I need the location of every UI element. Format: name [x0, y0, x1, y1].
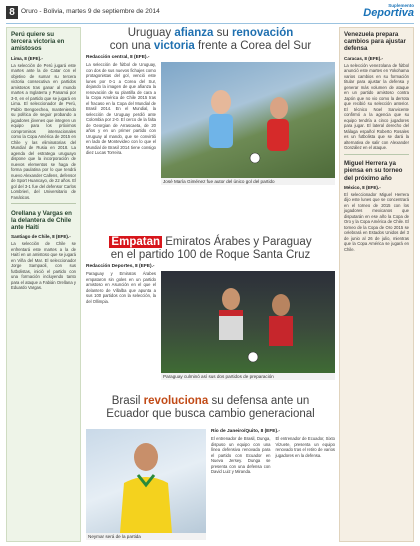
brasil-article [86, 395, 335, 542]
neymar-photo [86, 429, 206, 533]
venezuela-story-body: La selección venezolana de fútbol anunció este martes en Yokohama varios cambios en su formación titular para ajustar la defensa y generar más volumen de ataque en un partido amistoso contra Japón que no vio como la derrota que recibió su selección anterior. El técnico Noel Sanvicente confirmó a la agencia que su equipo tendría a cinco jugadores para jugar. El lateral derecho del Málaga español Roberto Rosales es un futbolista que se dará la alternativa de salir con Alexander González en el ataque. [344, 62, 409, 151]
brasil-col1: El entrenador de Brasil, Dunga, dispuso un equipo con una línea defensiva renovada para el partido con Ecuador en Nueva Jersey. Dunga se presenta con una defensa con David Luiz y Miranda. [211, 436, 271, 474]
uruguay-headline [86, 27, 335, 53]
brasil-photo-block [86, 429, 206, 540]
page-number: 8 [6, 6, 18, 19]
chile-story-body: La selección de Chile se enfrentará este martes a la de Haití en un amistoso que se jugará en Viña del Mar. El seleccionador Jorge Sampaoli, con sus futbolistas, inició el partido con una formación incluyendo tanto para el ataque a Fabián Orellana y Eduardo Vargas. [11, 241, 76, 291]
uruguay-photo-block [161, 62, 335, 204]
peru-story-title: Perú quiere su tercera victoria en amistosos [11, 31, 65, 53]
brand-name: Deportiva [363, 7, 414, 19]
page-header [0, 0, 420, 22]
brasil-byline: Río de Janeiro/Quito, 8 (EFE).- [211, 429, 281, 434]
uruguay-photo-caption: José María Giménez fue autor del único gol del partido [161, 178, 335, 185]
brasil-text-block [211, 427, 335, 475]
brasil-col2: El entrenador de Ecuador, Sixto Vizuete, presenta un equipo renovado tras el retiro de varios jugadores en la defensa. [275, 436, 335, 458]
headline-word: frente a Corea del Sur [198, 40, 312, 52]
brasil-columns [211, 436, 335, 475]
uruguay-byline: Redacción central, 8 (EFE).- [86, 55, 150, 60]
paraguay-photo-caption: Paraguay culminó así sus dos partidos de preparación [161, 373, 335, 380]
headline-word: Brasil [111, 395, 141, 407]
uruguay-article [86, 27, 335, 197]
headline-word: Uruguay [127, 27, 172, 39]
brand-logo [336, 3, 414, 21]
uruguay-photo [161, 62, 335, 178]
headline-emphasis: revoluciona [143, 395, 209, 407]
paraguay-photo-block [161, 271, 335, 389]
dateline: Oruro - Bolivia, martes 9 de septiembre de 2014 [21, 8, 160, 15]
headline-word: Ecuador que busca cambio generacional [106, 408, 315, 420]
paraguay-col1: Paraguay y Emiratos Árabes empataron sin goles en un partido amistoso en Asunción en el que el delantero de Villalba que apunta a sus 100 partidos con la selección, la del Ollimpia. [86, 271, 156, 304]
headline-word: su defensa ante un [211, 395, 310, 407]
headline-word: con una [109, 40, 151, 52]
headline-word: en el partido 100 de Roque Santa Cruz [110, 249, 311, 261]
paraguay-article [86, 236, 335, 392]
paraguay-photo [161, 271, 335, 373]
sidebar-divider [11, 203, 76, 204]
headline-emphasis: Empatan [111, 236, 160, 248]
mexico-story-title: Miguel Herrera ya piensa en su torneo del próximo año [344, 160, 403, 182]
headline-word: Emiratos Árabes y Paraguay [165, 236, 312, 248]
mexico-story-body: El seleccionador Miguel Herrera dijo este lunes que se concentrará en el torneo de 2015 con los jugadores mexicanos que disputarán en ese año la Copa de Oro y la Copa América de Chile. El torneo de la Copa de Oro 2015 se celebrará en Estados Unidos del 3 de junio al 26 de julio, mientras que la Copa América se jugará en Chile. [344, 191, 409, 252]
brasil-headline [86, 395, 335, 421]
brand-supertitle: Suplemento [388, 3, 414, 8]
headline-emphasis: victoria [153, 40, 195, 52]
peru-story-byline: Lima, 8 (EFE).- [11, 55, 43, 61]
headline-emphasis: renovación [231, 27, 294, 39]
chile-story-byline: Santiago de Chile, 8 (EFE).- [11, 234, 71, 240]
header-rule [6, 23, 414, 24]
venezuela-story-byline: Caracas, 8 (EFE).- [344, 55, 384, 61]
paraguay-byline: Redacción Deportes, 8 (EFE).- [86, 264, 155, 269]
right-sidebar [339, 27, 414, 542]
player-illustration [86, 429, 206, 533]
headline-word: su [216, 27, 229, 39]
players-illustration [161, 62, 335, 178]
left-sidebar [6, 27, 81, 542]
uruguay-col1: La selección de fútbol de Uruguay, con dos de sus nuevos fichajes como protagonistas del gol, venció este lunes por 0-1 a Corea del Sur, dejando la imagen de que afianza la renovación de su plantilla de cara a la Copa América de Chile 2015 tras el fracaso en la Copa del Mundial de Brasil 2014. En el Mundial, la selección de Uruguay perdió ante Colombia por 2-0. El cerco de la falta de Georgian de Arrascaeta, de 20 años y en un primer partido con Uruguay al mando, que se convirtió en lado de Montevideo con lo que el Mundial de Brasil 2014 tiene consigo diez Lucas Torreira. [86, 62, 156, 155]
neymar-photo-caption: Neymar será de la partida [86, 533, 206, 540]
chile-story-title: Orellana y Vargas en la delantera de Chile ante Haití [11, 209, 72, 232]
sidebar-divider [344, 154, 409, 155]
peru-story-body: La selección de Perú jugará este martes ante la de Catar con el objetivo de sumar su tercera victoria consecutiva en partidos amistosos tras ganar al mundo martes a Inglaterra y Panamá por 3-0, en el partido que se jugará en Lima. El seleccionador de Perú, Pablo Bengoechea, manteniendo su política de seguir probando a jugadores jóvenes que integren un equipo para los próximos compromisos internacionales como la Copa América de 2015 en Chile y las eliminatorias del Mundial de Rusia en 2018. La agenda del estratega uruguayo dispone que la incorporación de nuevos elementos se haga de forma paulatina por lo que tendrá nuevo Alexander Callens, defensor de Sport Huancayo, de 22 años. El gol del 3-1 fue del defensor Carlos Lombrieri, del Universitario de Fanáticos. [11, 62, 76, 200]
paraguay-headline [86, 236, 335, 262]
match-illustration [161, 271, 335, 373]
mexico-story-byline: México, 8 (EFE).- [344, 184, 381, 190]
venezuela-story-title: Venezuela prepara cambios para ajustar defensa [344, 31, 406, 53]
headline-emphasis: afianza [174, 27, 214, 39]
